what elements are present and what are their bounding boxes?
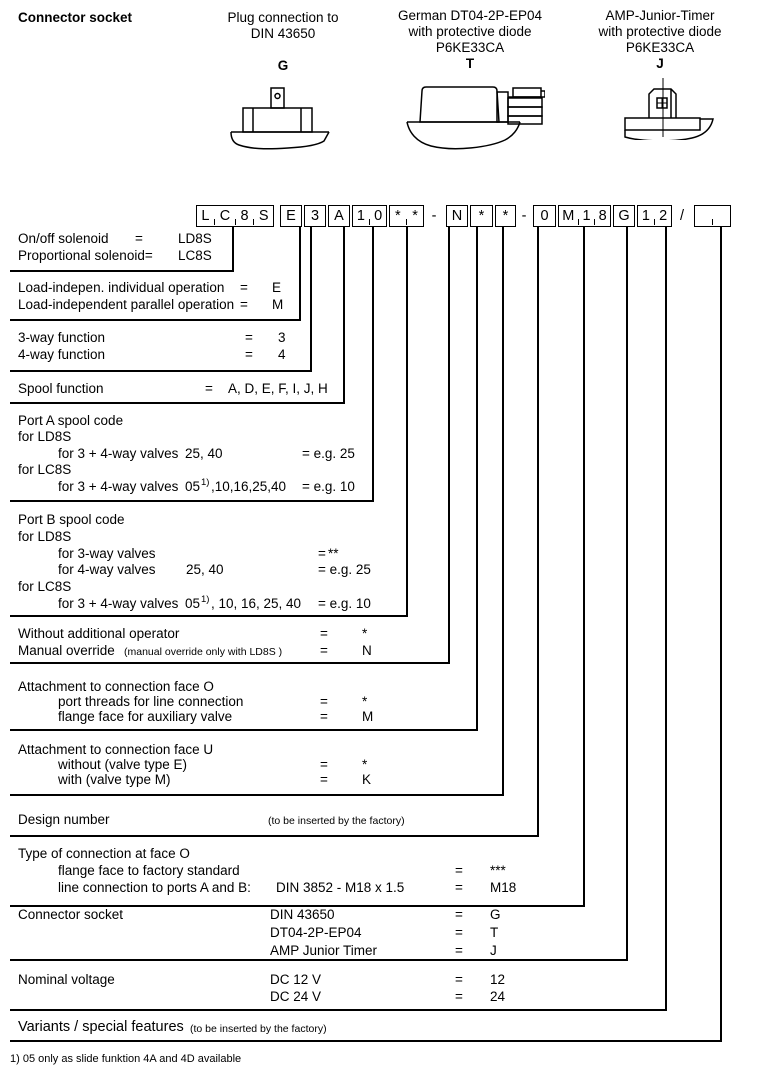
port-a-r2-label: for 3 + 4-way valves <box>58 479 179 494</box>
code-char: * <box>412 208 418 224</box>
socket-r1-value: G <box>490 907 501 922</box>
way-r1-value: 3 <box>278 330 286 345</box>
spool-label: Spool function <box>18 381 104 396</box>
socket-r2-label: DT04-2P-EP04 <box>270 925 362 940</box>
conn-type-r2-value: M18 <box>490 880 517 895</box>
operator-r1-label: Without additional operator <box>18 626 180 641</box>
equals-sign: = <box>320 643 328 658</box>
block-underline-6 <box>10 615 408 617</box>
code-slash: / <box>679 208 685 224</box>
code-char: 1 <box>356 208 365 224</box>
voltage-r2-label: DC 24 V <box>270 989 322 1004</box>
equals-sign: = <box>320 772 328 787</box>
conn-type-r1-value: *** <box>490 863 506 878</box>
code-box-port-a <box>352 205 387 227</box>
page-title: Connector socket <box>18 10 133 25</box>
block-underline-14 <box>10 1040 722 1042</box>
operation-r1-value: E <box>272 280 282 295</box>
connector-line-9 <box>502 227 504 794</box>
col-j-line2: with protective diode <box>598 24 722 39</box>
equals-sign: = <box>455 907 463 922</box>
operator-r2-note: (manual override only with LD8S ) <box>124 646 283 658</box>
solenoid-r2-label: Proportional solenoid= <box>18 248 153 263</box>
equals-sign: = <box>455 925 463 940</box>
code-char: G <box>618 208 630 224</box>
port-a-r1-example: = e.g. 25 <box>302 446 355 461</box>
code-box-operator <box>446 205 468 227</box>
code-char: 8 <box>240 208 249 224</box>
code-box-port-b <box>389 205 424 227</box>
code-dash-2: - <box>521 208 527 224</box>
port-b-r3-list-pre: 05 <box>185 596 201 611</box>
equals-sign: = <box>205 381 213 396</box>
socket-r3-value: J <box>490 943 497 958</box>
equals-sign: = <box>455 880 463 895</box>
block-underline-7 <box>10 662 450 664</box>
char-separator-tick <box>214 219 216 225</box>
connector-line-5 <box>372 227 374 500</box>
conn-type-r1-label: flange face to factory standard <box>58 863 240 878</box>
code-char: * <box>478 208 485 224</box>
code-char: 0 <box>540 208 549 224</box>
code-char: 3 <box>310 208 320 224</box>
amp-junior-timer-drawing <box>620 78 715 140</box>
way-r2-label: 4-way function <box>18 347 106 362</box>
code-box-connection-type <box>558 205 611 227</box>
equals-sign: = <box>245 330 253 345</box>
code-box-design <box>533 205 556 227</box>
port-a-sub2: for LC8S <box>18 462 72 477</box>
code-char: 1 <box>641 208 650 224</box>
port-b-r1-label: for 3-way valves <box>58 546 156 561</box>
code-char: 0 <box>374 208 383 224</box>
code-dash-1: - <box>431 208 437 224</box>
code-box-way-function <box>304 205 326 227</box>
variants-label: Variants / special features <box>18 1019 184 1035</box>
way-r2-value: 4 <box>278 347 286 362</box>
code-char: C <box>219 208 231 224</box>
connector-line-8 <box>476 227 478 729</box>
socket-label: Connector socket <box>18 907 124 922</box>
design-note: (to be inserted by the factory) <box>268 815 405 827</box>
solenoid-r1-label: On/off solenoid <box>18 231 109 246</box>
connector-line-11 <box>583 227 585 905</box>
char-separator-tick <box>369 219 371 225</box>
connector-line-10 <box>537 227 539 835</box>
block-underline-5 <box>10 500 374 502</box>
voltage-r1-label: DC 12 V <box>270 972 322 987</box>
block-underline-2 <box>10 319 301 321</box>
connector-line-2 <box>299 227 301 319</box>
equals-sign: = <box>240 297 248 312</box>
face-o-r1-value: * <box>362 694 368 709</box>
connector-line-6 <box>406 227 408 615</box>
code-box-series <box>196 205 274 227</box>
footnote-marker: 1) <box>201 594 210 605</box>
col-t-code: T <box>465 56 475 71</box>
face-o-r2-value: M <box>362 709 374 724</box>
port-b-r2-label: for 4-way valves <box>58 562 156 577</box>
code-char: N <box>451 208 463 224</box>
socket-r2-value: T <box>490 925 499 940</box>
port-a-title: Port A spool code <box>18 413 124 428</box>
connector-line-7 <box>448 227 450 662</box>
face-u-r1-label: without (valve type E) <box>58 757 188 772</box>
port-b-r2-example: = e.g. 25 <box>318 562 371 577</box>
char-separator-tick <box>594 219 596 225</box>
solenoid-r2-value: LC8S <box>178 248 212 263</box>
conn-type-r2-label: line connection to ports A and B: <box>58 880 251 895</box>
code-char: 8 <box>598 208 607 224</box>
equals-sign: = <box>455 943 463 958</box>
operator-r2-label: Manual override <box>18 643 115 658</box>
col-j-line3: P6KE33CA <box>625 40 695 55</box>
equals-sign: = <box>320 626 328 641</box>
equals-sign: = <box>455 989 463 1004</box>
code-char: L <box>201 208 210 224</box>
port-a-r2-list-post: ,10,16,25,40 <box>211 479 287 494</box>
port-b-r2-list: 25, 40 <box>186 562 224 577</box>
face-u-title: Attachment to connection face U <box>18 742 214 757</box>
col-t-line1: German DT04-2P-EP04 <box>397 8 543 23</box>
port-b-r3-label: for 3 + 4-way valves <box>58 596 179 611</box>
block-underline-1 <box>10 270 234 272</box>
col-j-line1: AMP-Junior-Timer <box>605 8 715 23</box>
code-box-socket <box>613 205 635 227</box>
block-underline-3 <box>10 370 312 372</box>
code-box-face-u <box>495 205 516 227</box>
operation-r2-label: Load-independent parallel operation <box>18 297 235 312</box>
port-b-r3-list-post: , 10, 16, 25, 40 <box>211 596 302 611</box>
equals-sign: = <box>455 972 463 987</box>
face-u-r2-value: K <box>362 772 372 787</box>
code-char: E <box>286 208 296 224</box>
voltage-r2-value: 24 <box>490 989 506 1004</box>
equals-sign: = <box>320 694 328 709</box>
port-b-r3-example: = e.g. 10 <box>318 596 371 611</box>
conn-type-title: Type of connection at face O <box>18 846 190 861</box>
block-underline-12 <box>10 959 628 961</box>
col-g-line1: Plug connection to <box>227 10 339 25</box>
char-separator-tick <box>712 219 714 225</box>
char-separator-tick <box>406 219 408 225</box>
equals-sign: = <box>245 347 253 362</box>
port-a-r2-example: = e.g. 10 <box>302 479 355 494</box>
port-a-r1-label: for 3 + 4-way valves <box>58 446 179 461</box>
spool-value: A, D, E, F, I, J, H <box>228 381 328 396</box>
char-separator-tick <box>578 219 580 225</box>
code-char: S <box>258 208 269 224</box>
port-b-sub1: for LD8S <box>18 529 72 544</box>
code-char: * <box>502 208 509 224</box>
face-u-r2-label: with (valve type M) <box>58 772 171 787</box>
socket-r1-label: DIN 43650 <box>270 907 335 922</box>
port-a-r2-list-pre: 05 <box>185 479 201 494</box>
connector-line-1 <box>232 227 234 270</box>
block-underline-13 <box>10 1009 667 1011</box>
char-separator-tick <box>253 219 255 225</box>
connector-line-4 <box>343 227 345 402</box>
voltage-label: Nominal voltage <box>18 972 115 987</box>
port-b-title: Port B spool code <box>18 512 125 527</box>
conn-type-r2-spec: DIN 3852 - M18 x 1.5 <box>276 880 405 895</box>
connector-line-12 <box>626 227 628 959</box>
design-label: Design number <box>18 812 110 827</box>
char-separator-tick <box>654 219 656 225</box>
footnote-marker: 1) <box>201 477 210 488</box>
operator-r1-value: * <box>362 626 368 641</box>
col-g-line2: DIN 43650 <box>250 26 316 41</box>
variants-note: (to be inserted by the factory) <box>190 1023 327 1035</box>
equals-sign: = <box>320 757 328 772</box>
equals-sign: = <box>318 546 326 561</box>
operation-r2-value: M <box>272 297 284 312</box>
code-char: 2 <box>659 208 668 224</box>
col-t-line2: with protective diode <box>408 24 532 39</box>
port-a-r1-list: 25, 40 <box>185 446 223 461</box>
code-char: M <box>562 208 575 224</box>
equals-sign: = <box>135 231 143 246</box>
connector-line-13 <box>665 227 667 1009</box>
face-o-title: Attachment to connection face O <box>18 679 214 694</box>
block-underline-4 <box>10 402 345 404</box>
port-b-r1-value: ** <box>328 546 339 561</box>
voltage-r1-value: 12 <box>490 972 506 987</box>
col-j-code: J <box>656 56 664 71</box>
operation-r1-label: Load-indepen. individual operation <box>18 280 225 295</box>
code-box-variants <box>694 205 731 227</box>
solenoid-r1-value: LD8S <box>178 231 212 246</box>
face-o-r1-label: port threads for line connection <box>58 694 244 709</box>
operator-r2-value: N <box>362 643 372 658</box>
footnote: 1) 05 only as slide funktion 4A and 4D available <box>10 1053 242 1065</box>
code-box-voltage <box>637 205 672 227</box>
char-separator-tick <box>235 219 237 225</box>
code-box-operation <box>280 205 302 227</box>
socket-r3-label: AMP Junior Timer <box>270 943 378 958</box>
port-b-sub2: for LC8S <box>18 579 72 594</box>
way-r1-label: 3-way function <box>18 330 106 345</box>
face-u-r1-value: * <box>362 757 368 772</box>
block-underline-8 <box>10 729 478 731</box>
equals-sign: = <box>240 280 248 295</box>
col-g-code: G <box>277 58 289 73</box>
code-box-spool-function <box>328 205 350 227</box>
face-o-r2-label: flange face for auxiliary valve <box>58 709 233 724</box>
code-char: A <box>334 208 344 224</box>
block-underline-10 <box>10 835 539 837</box>
equals-sign: = <box>320 709 328 724</box>
code-char: 1 <box>582 208 591 224</box>
block-underline-9 <box>10 794 504 796</box>
col-t-line3: P6KE33CA <box>435 40 505 55</box>
dt04-connector-drawing <box>405 84 545 155</box>
equals-sign: = <box>455 863 463 878</box>
connector-line-14 <box>720 227 722 1040</box>
port-a-sub1: for LD8S <box>18 429 72 444</box>
din-43650-plug-drawing <box>228 84 332 156</box>
connector-line-3 <box>310 227 312 370</box>
code-char: * <box>395 208 401 224</box>
code-box-face-o <box>470 205 493 227</box>
